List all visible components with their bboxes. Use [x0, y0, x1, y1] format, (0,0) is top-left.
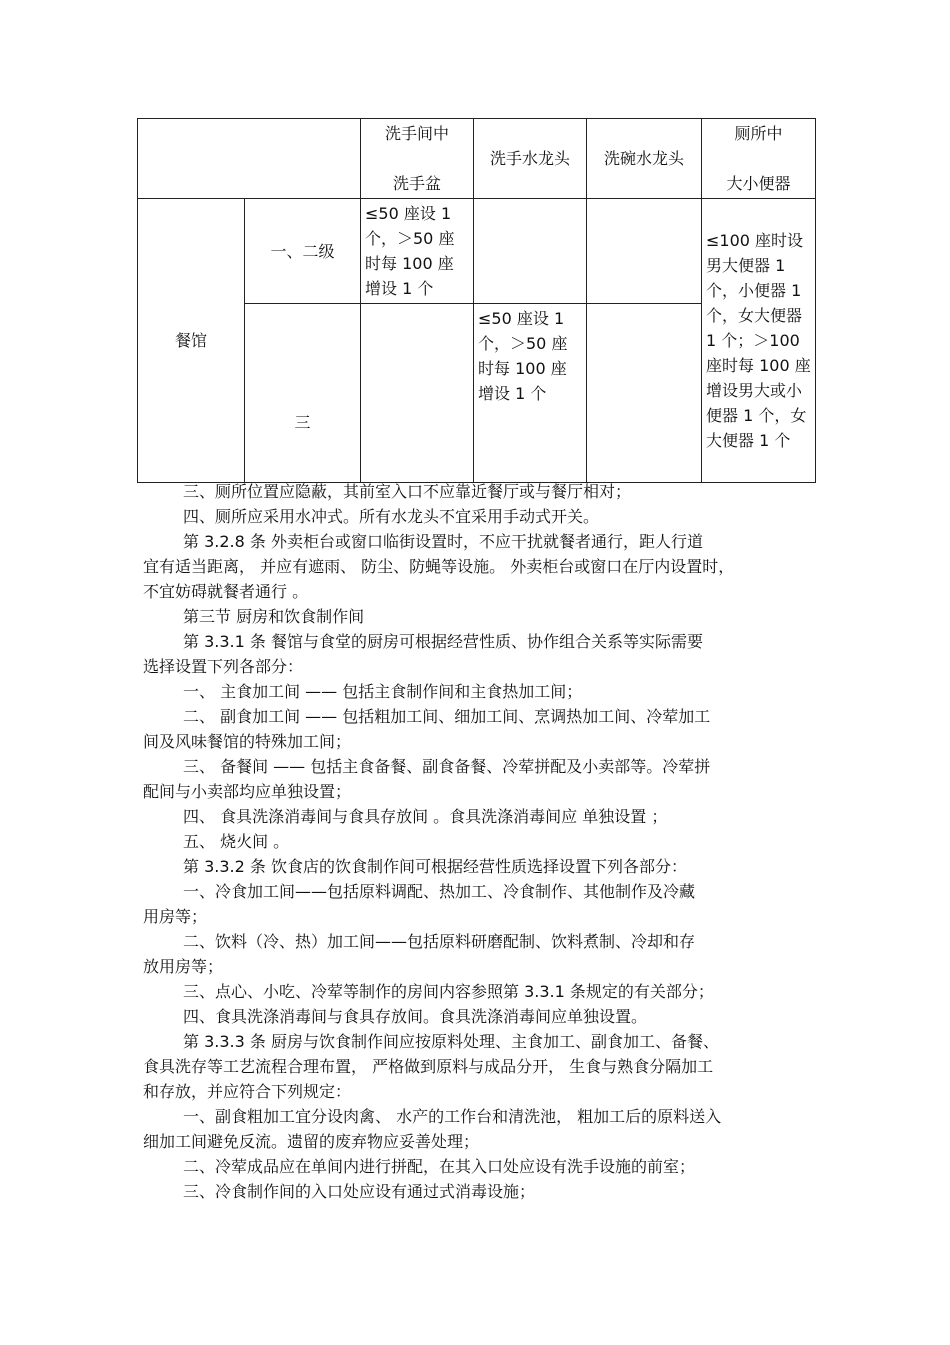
text-line: 一、 主食加工间 —— 包括主食制作间和主食热加工间； — [183, 682, 583, 701]
header-empty-cell — [138, 119, 361, 199]
text-line: 不宜妨碍就餐者通行 。 — [143, 582, 309, 601]
section-heading: 第三节 厨房和饮食制作间 — [183, 607, 365, 626]
header-toilet: 厕所中 大小便器 — [702, 119, 816, 199]
header-hand-tap: 洗手水龙头 — [474, 119, 587, 199]
text-line: 四、厕所应采用水冲式。所有水龙头不宜采用手动式开关。 — [183, 507, 600, 526]
hand-tap-grade-3-cell: ≤50 座设 1 个，＞50 座时每 100 座增设 1 个 — [474, 304, 587, 483]
basin-grade-3-cell — [361, 304, 474, 483]
text-line: 间及风味餐馆的特殊加工间； — [143, 732, 352, 751]
category-cell: 餐馆 — [138, 199, 245, 483]
text-line: 一、冷食加工间——包括原料调配、热加工、冷食制作、其他制作及冷藏 — [183, 882, 696, 901]
text-line: 二、冷荤成品应在单间内进行拼配，在其入口处应设有洗手设施的前室； — [183, 1157, 696, 1176]
sanitary-fixture-table — [137, 118, 816, 483]
text-line: 用房等； — [143, 907, 208, 926]
text-line: 一、副食粗加工宜分设肉禽、 水产的工作台和清洗池， 粗加工后的原料送入 — [183, 1107, 722, 1126]
text-line: 和存放，并应符合下列规定： — [143, 1082, 352, 1101]
dish-tap-grade-3-cell — [587, 304, 702, 483]
text-line: 三、冷食制作间的入口处应设有通过式消毒设施； — [183, 1182, 536, 1201]
header-dish-tap: 洗碗水龙头 — [587, 119, 702, 199]
basin-grade-1-2-cell: ≤50 座设 1 个，＞50 座时每 100 座增设 1 个 — [361, 199, 474, 304]
grade-1-2-cell: 一、二级 — [245, 199, 361, 304]
header-basin: 洗手间中 洗手盆 — [361, 119, 474, 199]
text-line: 第 3.3.1 条 餐馆与食堂的厨房可根据经营性质、协作组合关系等实际需要 — [183, 632, 703, 651]
text-line: 第 3.3.2 条 饮食店的饮食制作间可根据经营性质选择设置下列各部分： — [183, 857, 687, 876]
text-line: 第 3.3.3 条 厨房与饮食制作间应按原料处理、主食加工、副食加工、备餐、 — [183, 1032, 719, 1051]
text-line: 食具洗存等工艺流程合理布置， 严格做到原料与成品分开， 生食与熟食分隔加工 — [143, 1057, 714, 1076]
text-line: 五、 烧火间 。 — [183, 832, 290, 851]
text-line: 二、饮料（冷、热）加工间——包括原料研磨配制、饮料煮制、冷却和存 — [183, 932, 696, 951]
hand-tap-grade-1-2-cell — [474, 199, 587, 304]
text-line: 选择设置下列各部分： — [143, 657, 304, 676]
text-line: 放用房等； — [143, 957, 224, 976]
text-line: 配间与小卖部均应单独设置； — [143, 782, 352, 801]
text-line: 三、厕所位置应隐蔽，其前室入口不应靠近餐厅或与餐厅相对； — [183, 482, 632, 501]
grade-3-cell: 三 — [245, 304, 361, 483]
text-line: 第 3.2.8 条 外卖柜台或窗口临街设置时，不应干扰就餐者通行，距人行道 — [183, 532, 703, 551]
text-line: 二、 副食加工间 —— 包括粗加工间、细加工间、烹调热加工间、冷荤加工 — [183, 707, 711, 726]
toilet-all-cell: ≤100 座时设男大便器 1 个，小便器 1 个，女大便器 1 个；＞100 座时每 100 座增设男大或小便器 1 个，女大便器 1 个 — [702, 199, 816, 483]
text-line: 宜有适当距离， 并应有遮雨、 防尘、防蝇等设施。 外卖柜台或窗口在厅内设置时， — [143, 557, 735, 576]
dish-tap-grade-1-2-cell — [587, 199, 702, 304]
text-line: 细加工间避免反流。遗留的废弃物应妥善处理； — [143, 1132, 480, 1151]
text-line: 三、点心、小吃、冷荤等制作的房间内容参照第 3.3.1 条规定的有关部分； — [183, 982, 714, 1001]
text-line: 四、 食具洗涤消毒间与食具存放间 。食具洗涤消毒间应 单独设置 ； — [183, 807, 668, 826]
text-line: 三、 备餐间 —— 包括主食备餐、副食备餐、冷荤拼配及小卖部等。冷荤拼 — [183, 757, 711, 776]
text-line: 四、食具洗涤消毒间与食具存放间。食具洗涤消毒间应单独设置。 — [183, 1007, 648, 1026]
